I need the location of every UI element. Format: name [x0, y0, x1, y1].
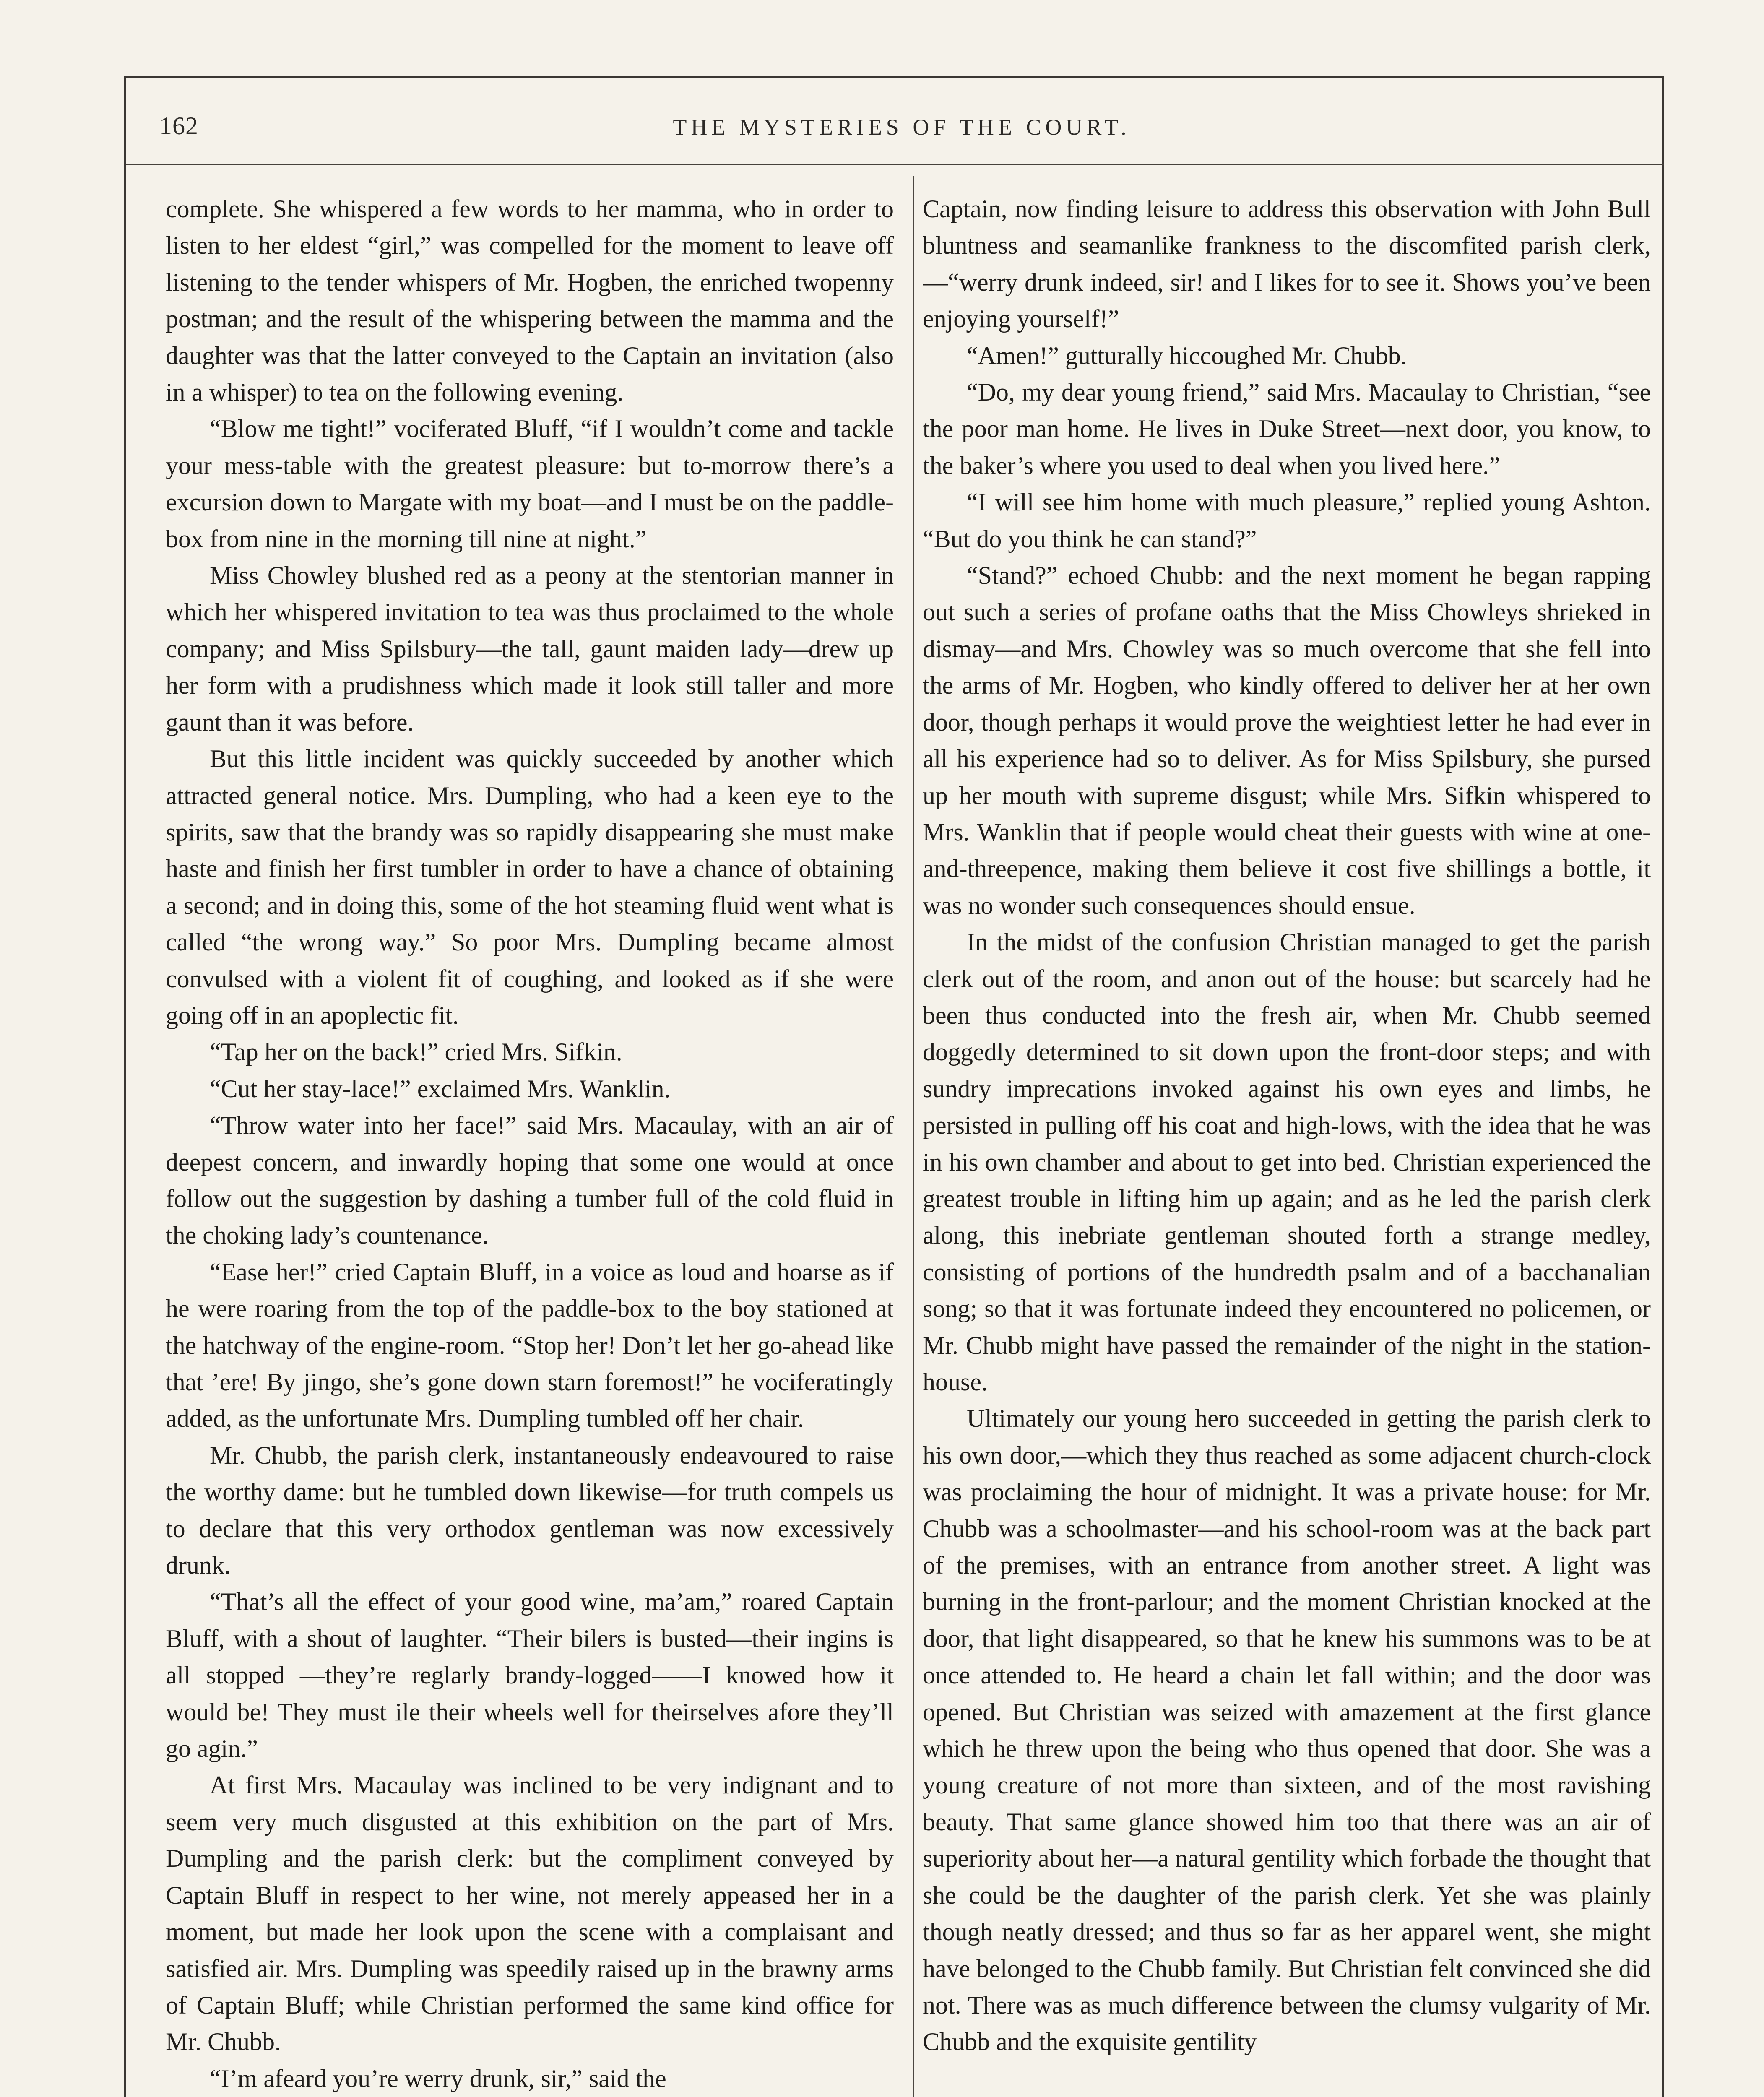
- paragraph: “Ease her!” cried Captain Bluff, in a voice as loud and hoarse as if he were roaring from the top of the paddle-box to the boy stationed at the hatchway of the engine-room. “Stop her! Don’t let her go-ahead like that ’ere! By jingo, she’s gone down starn foremost!” he vociferatingly added, as the unfortunate Mrs. Dumpling tumbled off her chair.: [166, 1258, 894, 1433]
- paragraph: “That’s all the effect of your good wine, ma’am,” roared Captain Bluff, with a shout of laughter. “Their bilers is busted—their ingins is all stopped —they’re reglarly brandy-logged——I knowed how it would be! They must ile their wheels well for theirselves afore they’ll go agin.”: [166, 1588, 894, 1763]
- paragraph: In the midst of the confusion Christian managed to get the parish clerk out of the room, and anon out of the house: but scarcely had he been thus conducted into the fresh air, when Mr. Chubb seemed doggedly determined to sit down upon the front-door steps; and with sundry imprecations invoked against his own eyes and limbs, he persisted in pulling off his coat and high-lows, with the idea that he was in his own chamber and about to get into bed. Christian experienced the greatest trouble in lifting him up again; and as he led the parish clerk along, this inebriate gentleman shouted forth a strange medley, consisting of portions of the hundredth psalm and of a bacchanalian song; so that it was fortunate indeed they encountered no policemen, or Mr. Chubb might have passed the remainder of the night in the station-house.: [923, 928, 1651, 1396]
- header-rule: [126, 164, 1664, 165]
- paragraph: At first Mrs. Macaulay was inclined to be very indignant and to seem very much disgusted at this exhibition on the part of Mrs. Dumpling and the parish clerk: but the compliment conveyed by Captain Bluff in respect to her wine, not merely appeased her in a moment, but made her look upon the scene with a complaisant and satisfied air. Mrs. Dumpling was speedily raised up in the brawny arms of Captain Bluff; while Christian performed the same kind office for Mr. Chubb.: [166, 1771, 894, 2056]
- paragraph: complete. She whispered a few words to her mamma, who in order to listen to her eldest “girl,” was compelled for the moment to leave off listening to the tender whispers of Mr. Hogben, the enriched twopenny postman; and the result of the whispering between the mamma and the daughter was that the latter conveyed to the Captain an invitation (also in a whisper) to tea on the following evening.: [166, 195, 894, 406]
- paragraph: Captain, now finding leisure to address this observation with John Bull bluntness and seamanlike frankness to the discomfited parish clerk,—“werry drunk indeed, sir! and I likes for to see it. Shows you’ve been enjoying yourself!”: [923, 195, 1651, 333]
- paragraph: “I’m afeard you’re werry drunk, sir,” said the: [210, 2064, 666, 2092]
- column-divider: [913, 176, 914, 2097]
- right-column: [923, 191, 1651, 2097]
- paragraph: “Blow me tight!” vociferated Bluff, “if I wouldn’t come and tackle your mess-table with the greatest pleasure: but to-morrow there’s a excursion down to Margate with my boat—and I must be on the paddle-box from nine in the morning till nine at night.”: [166, 415, 894, 553]
- paragraph: Ultimately our young hero succeeded in getting the parish clerk to his own door,—which they thus reached as some adjacent church-clock was proclaiming the hour of midnight. It was a private house: for Mr. Chubb was a schoolmaster—and his school-room was at the back part of the premises, with an entrance from another street. A light was burning in the front-parlour; and the moment Christian knocked at the door, that light disappeared, so that he knew his summons was to be at once attended to. He heard a chain let fall within; and the door was opened. But Christian was seized with amazement at the first glance which he threw upon the being who thus opened that door. She was a young creature of not more than sixteen, and of the most ravishing beauty. That same glance showed him too that there was an air of superiority about her—a natural gentility which forbade the thought that she could be the daughter of the parish clerk. Yet she was plainly though neatly dressed; and thus so far as her apparel went, she might have belonged to the Chubb family. But Christian felt convinced she did not. There was as much difference between the clumsy vulgarity of Mr. Chubb and the exquisite gentility: [923, 1405, 1651, 2056]
- paragraph: “Amen!” gutturally hiccoughed Mr. Chubb.: [967, 341, 1407, 369]
- paragraph: But this little incident was quickly succeeded by another which attracted general notice. Mrs. Dumpling, who had a keen eye to the spirits, saw that the brandy was so rapidly disappearing she must make haste and finish her first tumbler in order to have a chance of obtaining a second; and in doing this, some of the hot steaming fluid went what is called “the wrong way.” So poor Mrs. Dumpling became almost convulsed with a violent fit of coughing, and looked as if she were going off in an apoplectic fit.: [166, 745, 894, 1029]
- page-number: 162: [159, 112, 198, 140]
- left-column: [166, 191, 894, 2097]
- paragraph: “Stand?” echoed Chubb: and the next moment he began rapping out such a series of profane oaths that the Miss Chowleys shrieked in dismay—and Mrs. Chowley was so much overcome that she fell into the arms of Mr. Hogben, who kindly offered to deliver her at her own door, though perhaps it would prove the weightiest letter he had ever in all his experience had so to deliver. As for Miss Spilsbury, she pursed up her mouth with supreme disgust; while Mrs. Sifkin whispered to Mrs. Wanklin that if people would cheat their guests with wine at one-and-threepence, making them believe it cost five shillings a bottle, it was no wonder such consequences should ensue.: [923, 562, 1651, 919]
- paragraph: “Cut her stay-lace!” exclaimed Mrs. Wanklin.: [210, 1075, 671, 1103]
- paragraph: “Throw water into her face!” said Mrs. Macaulay, with an air of deepest concern, and inwardly hoping that some one would at once follow out the suggestion by dashing a tumber full of the cold fluid in the choking lady’s countenance.: [166, 1111, 894, 1249]
- paragraph: “Do, my dear young friend,” said Mrs. Macaulay to Christian, “see the poor man home. He lives in Duke Street—next door, you know, to the baker’s where you used to deal when you lived here.”: [923, 378, 1651, 479]
- paragraph: “I will see him home with much pleasure,” replied young Ashton. “But do you think he can stand?”: [923, 488, 1651, 553]
- paragraph: Mr. Chubb, the parish clerk, instantaneously endeavoured to raise the worthy dame: but he tumbled down likewise—for truth compels us to declare that this very orthodox gentleman was now excessively drunk.: [166, 1441, 894, 1579]
- paragraph: “Tap her on the back!” cried Mrs. Sifkin.: [210, 1038, 622, 1066]
- page-header: [159, 112, 1644, 149]
- running-title: THE MYSTERIES OF THE COURT.: [673, 114, 1131, 140]
- paragraph: Miss Chowley blushed red as a peony at the stentorian manner in which her whispered invitation to tea was thus proclaimed to the whole company; and Miss Spilsbury—the tall, gaunt maiden lady—drew up her form with a prudishness which made it look still taller and more gaunt than it was before.: [166, 562, 894, 736]
